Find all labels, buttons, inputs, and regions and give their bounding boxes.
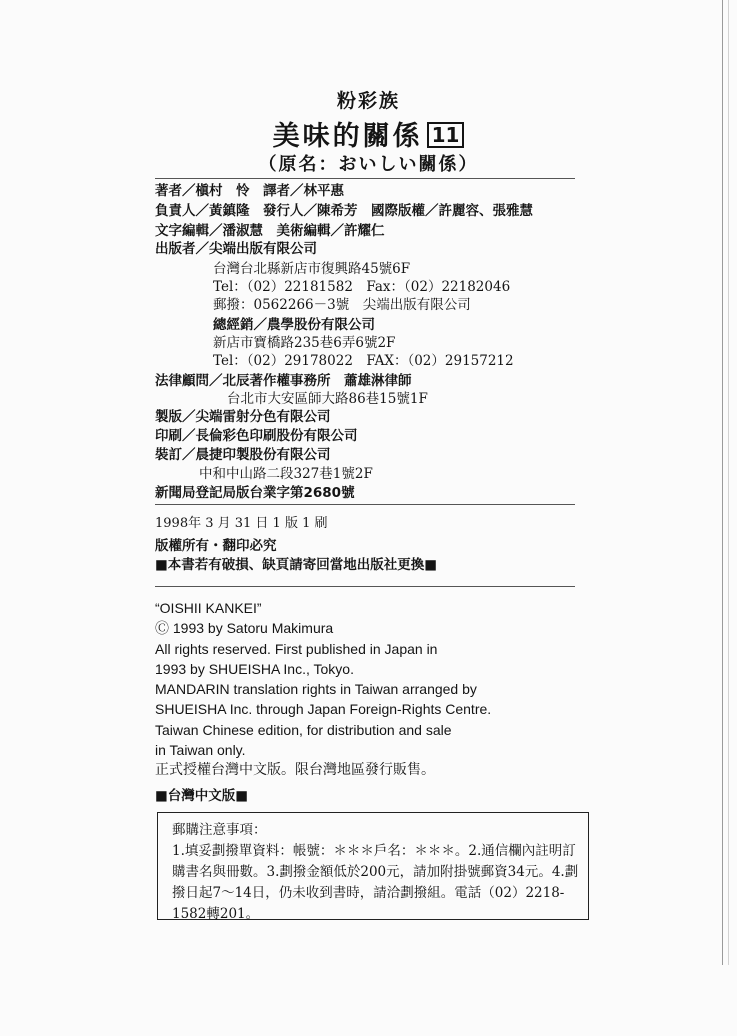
english-line: 1993 by SHUEISHA Inc., Tokyo.: [155, 660, 354, 677]
publisher-postal-account: 郵撥：0562266－3號 尖端出版有限公司: [213, 297, 471, 313]
notice-heading: 郵購注意事項：: [172, 822, 267, 838]
credit-publisher-staff: 負責人／黃鎮隆 發行人／陳希芳 國際版權／許麗容、張雅慧: [155, 203, 533, 219]
replacement-notice: ■本書若有破損、缺頁請寄回當地出版社更換■: [155, 557, 438, 573]
english-line: Taiwan Chinese edition, for distribution and sale: [155, 721, 452, 738]
divider-english: [155, 586, 575, 587]
legal-counsel-address: 台北市大安區師大路86巷15號1F: [227, 391, 428, 407]
mail-order-notice-box: [157, 812, 589, 920]
english-copyright: Ⓒ 1993 by Satoru Makimura: [155, 620, 334, 637]
credit-editors: 文字編輯／潘淑慧 美術編輯／許耀仁: [155, 223, 385, 239]
authorized-edition-note: 正式授權台灣中文版。限台灣地區發行販售。: [155, 762, 435, 779]
credit-printing: 印刷／長倫彩色印刷股份有限公司: [155, 428, 358, 444]
divider-registration: [155, 504, 575, 505]
book-title-text: 美味的關係: [272, 121, 423, 152]
credit-binding: 裝訂／晨捷印製股份有限公司: [155, 447, 331, 463]
edition-label: ■台灣中文版■: [155, 788, 249, 804]
english-line: SHUEISHA Inc. through Japan Foreign-Rights Centre.: [155, 701, 492, 718]
original-title: （原名：おいしい關係）: [258, 154, 479, 175]
binding-address: 中和中山路二段327巷1號2F: [199, 466, 373, 482]
notice-body: 1.填妥劃撥單資料：帳號：＊＊＊戶名：＊＊＊。2.通信欄內註明訂購書名與冊數。3.劃撥金額低於200元，請加附掛號郵資34元。4.劃撥日起7～14日，仍未收到書時，請洽劃撥組。電話（02）2218-1582轉201。: [172, 843, 579, 922]
registration-number: 新聞局登記局版台業字第2680號: [155, 485, 355, 501]
english-line: MANDARIN translation rights in Taiwan arranged by: [155, 681, 477, 698]
publisher-phone-fax: Tel：（02）22181582 Fax：（02）22182046: [213, 279, 511, 295]
rights-block: [155, 537, 437, 575]
publisher-address: 台灣台北縣新店市復興路45號6F: [213, 261, 411, 277]
credit-author-translator: 著者／槇村 怜 譯者／林平惠: [155, 183, 344, 199]
distributor: 總經銷／農學股份有限公司: [213, 317, 375, 333]
distributor-phone-fax: Tel：（02）29178022 FAX：（02）29157212: [213, 353, 514, 369]
english-rights-block: [155, 598, 491, 781]
distributor-address: 新店市寶橋路235巷6弄6號2F: [213, 335, 396, 351]
volume-number: 11: [427, 122, 465, 148]
credit-publisher: 出版者／尖端出版有限公司: [155, 241, 317, 257]
rights-reserved: 版權所有・翻印必究: [155, 538, 277, 554]
english-line: All rights reserved. First published in Japan in: [155, 640, 438, 657]
english-title: “OISHII KANKEI”: [155, 600, 262, 616]
divider-top: [155, 178, 575, 179]
credit-plate-making: 製版／尖端雷射分色有限公司: [155, 409, 331, 425]
imprint-brand: 粉彩族: [336, 90, 400, 112]
publication-date: 1998年 3 月 31 日 1 版 1 刷: [155, 516, 328, 531]
legal-counsel: 法律顧問／北辰著作權事務所 蕭雄淋律師: [155, 373, 412, 389]
book-title: [0, 114, 737, 153]
english-line: in Taiwan only.: [155, 742, 246, 759]
